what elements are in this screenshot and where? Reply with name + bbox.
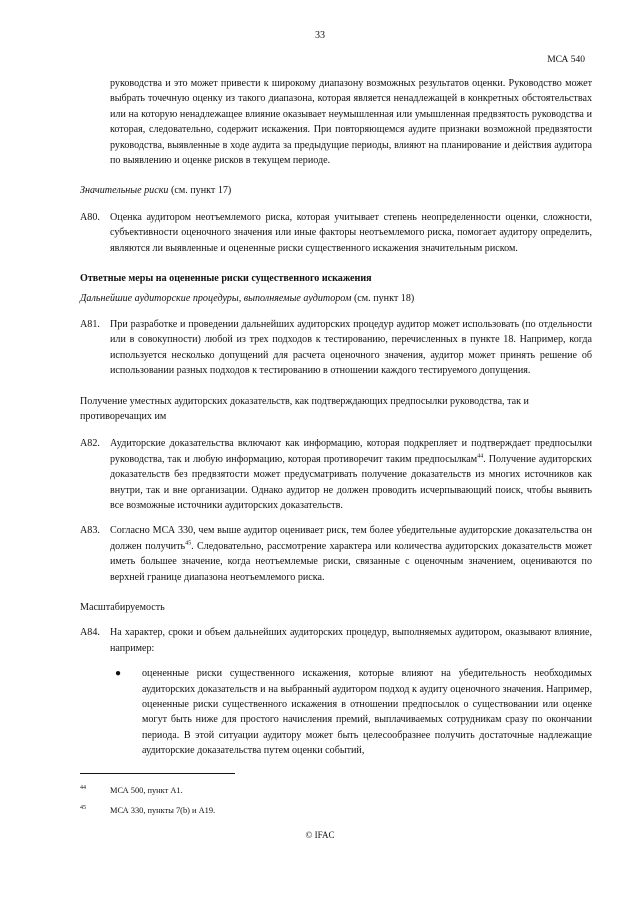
further-procedures-ref: (см. пункт 18): [351, 293, 415, 305]
further-procedures-title: Дальнейшие аудиторские процедуры, выполняемые аудитором: [80, 293, 352, 305]
paragraph-text-1: Согласно МСА 330, чем выше аудитор оценивает риск, тем более убедительные аудиторские доказательства он должен получить: [110, 525, 592, 552]
footnote-number: 44: [80, 785, 86, 791]
bullet-text: оцененные риски существенного искажения, которые влияют на убедительность необходимых аудиторских доказательств и на выбранный аудитором подход к аудиту оценочного значения. Например, оцененные риски существенного искажения в отношении предпосылок о существовании или оценке могут быть ниже для простого начисления премий, выплачиваемых сотрудникам сразу по окончании периода. В этой ситуации аудитору может быть целесообразнее получить достаточные надлежащие аудиторские доказательства путем оценки событий,: [142, 668, 592, 757]
page-body: [80, 76, 592, 759]
paragraph-text-1: Аудиторские доказательства включают как информацию, которая подкрепляет и подтверждает предпосылки руководства, так и любую информацию, которая противоречит таким предпосылкам: [110, 438, 592, 465]
further-procedures-heading: [80, 291, 592, 306]
significant-risks-heading: [80, 183, 592, 198]
footnote-44: [80, 781, 592, 801]
paragraph-number: A82.: [80, 438, 100, 450]
evidence-heading: Получение уместных аудиторских доказательств, как подтверждающих предпосылки руководства, так и противоречащих им: [80, 395, 529, 422]
page-footer: © IFAC: [305, 830, 335, 840]
footnote-divider: [80, 773, 235, 774]
paragraph-text: При разработке и проведении дальнейших аудиторских процедур аудитор может использовать (по отдельности или в совокупности) любой из трех подходов к тестированию, перечисленных в пункте 18. Например, когда используется несколько допущений для расчета оценочного значения, аудитор может принять решение об использовании разных подходов к тестированию в отношении каждого тестируемого допущения.: [110, 318, 592, 377]
paragraph-number: A81.: [80, 318, 100, 330]
footnote-ref: 44: [477, 453, 484, 460]
footnote-number: 45: [80, 805, 86, 811]
paragraph-a84: [80, 625, 592, 656]
paragraph-a82: [80, 436, 592, 513]
paragraph-a83: [80, 523, 592, 585]
scalability-heading: Масштабируемость: [80, 601, 165, 613]
paragraph-text: Оценка аудитором неотъемлемого риска, которая учитывает степень неопределенности оценки, сложности, субъективности оценочного значения или иные факторы неотъемлемого риска, помогает аудитору определить, являются ли выявленные и оцененные риски существенного искажения значительным риском.: [110, 211, 592, 254]
footnote-text: МСА 330, пункты 7(b) и A19.: [110, 806, 216, 815]
paragraph-number: A83.: [80, 525, 100, 537]
paragraph-number: A80.: [80, 211, 100, 223]
responses-heading: Ответные меры на оцененные риски существенного искажения: [80, 273, 372, 285]
footnote-text: МСА 500, пункт A1.: [110, 786, 183, 795]
standard-label: МСА 540: [547, 55, 585, 65]
significant-risks-title: Значительные риски: [80, 185, 169, 197]
paragraph-number: A84.: [80, 627, 100, 639]
paragraph-a81: [80, 317, 592, 379]
bullet-icon: ●: [115, 668, 122, 680]
significant-risks-ref: (см. пункт 17): [168, 185, 232, 197]
intro-paragraph: руководства и это может привести к широкому диапазону возможных результатов оценки. Руководство может выбрать точечную оценку из такого диапазона, которая является ненадлежащей в конкретных обстоятельствах или на которую ненадлежащее влияние оказывает неумышленная или умышленная предвзятость руководства и которая, следовательно, содержит искажения. При повторяющемся аудите признаки возможной предвзятости руководства, выявленные в ходе аудита за предыдущие периоды, влияют на планирование и действия аудитора по выявлению и оценке рисков в текущем периоде.: [110, 78, 592, 167]
page-number: 33: [315, 30, 325, 41]
paragraph-a80: [80, 210, 592, 256]
paragraph-text-2: . Получение аудиторских доказательств без предвзятости может предусматривать получение доказательств из многих источников как внутри, так и вне организации. Однако аудитор не должен проводить исчерпывающий поиск, чтобы выявить все возможные источники аудиторских доказательств.: [110, 453, 593, 511]
paragraph-text: На характер, сроки и объем дальнейших аудиторских процедур, выполняемых аудитором, оказывают влияние, например:: [110, 627, 592, 654]
paragraph-text-2: . Следовательно, рассмотрение характера или количества аудиторских доказательств может иметь большее значение, когда неотъемлемые риски, связанные с оценочным значением, оцениваются по верхней границе диапазона неотъемлемого риска.: [110, 540, 592, 583]
footnote-45: [80, 801, 592, 821]
footnotes: [80, 781, 592, 821]
bullet-item: [80, 666, 592, 758]
footnote-ref: 45: [185, 540, 192, 547]
